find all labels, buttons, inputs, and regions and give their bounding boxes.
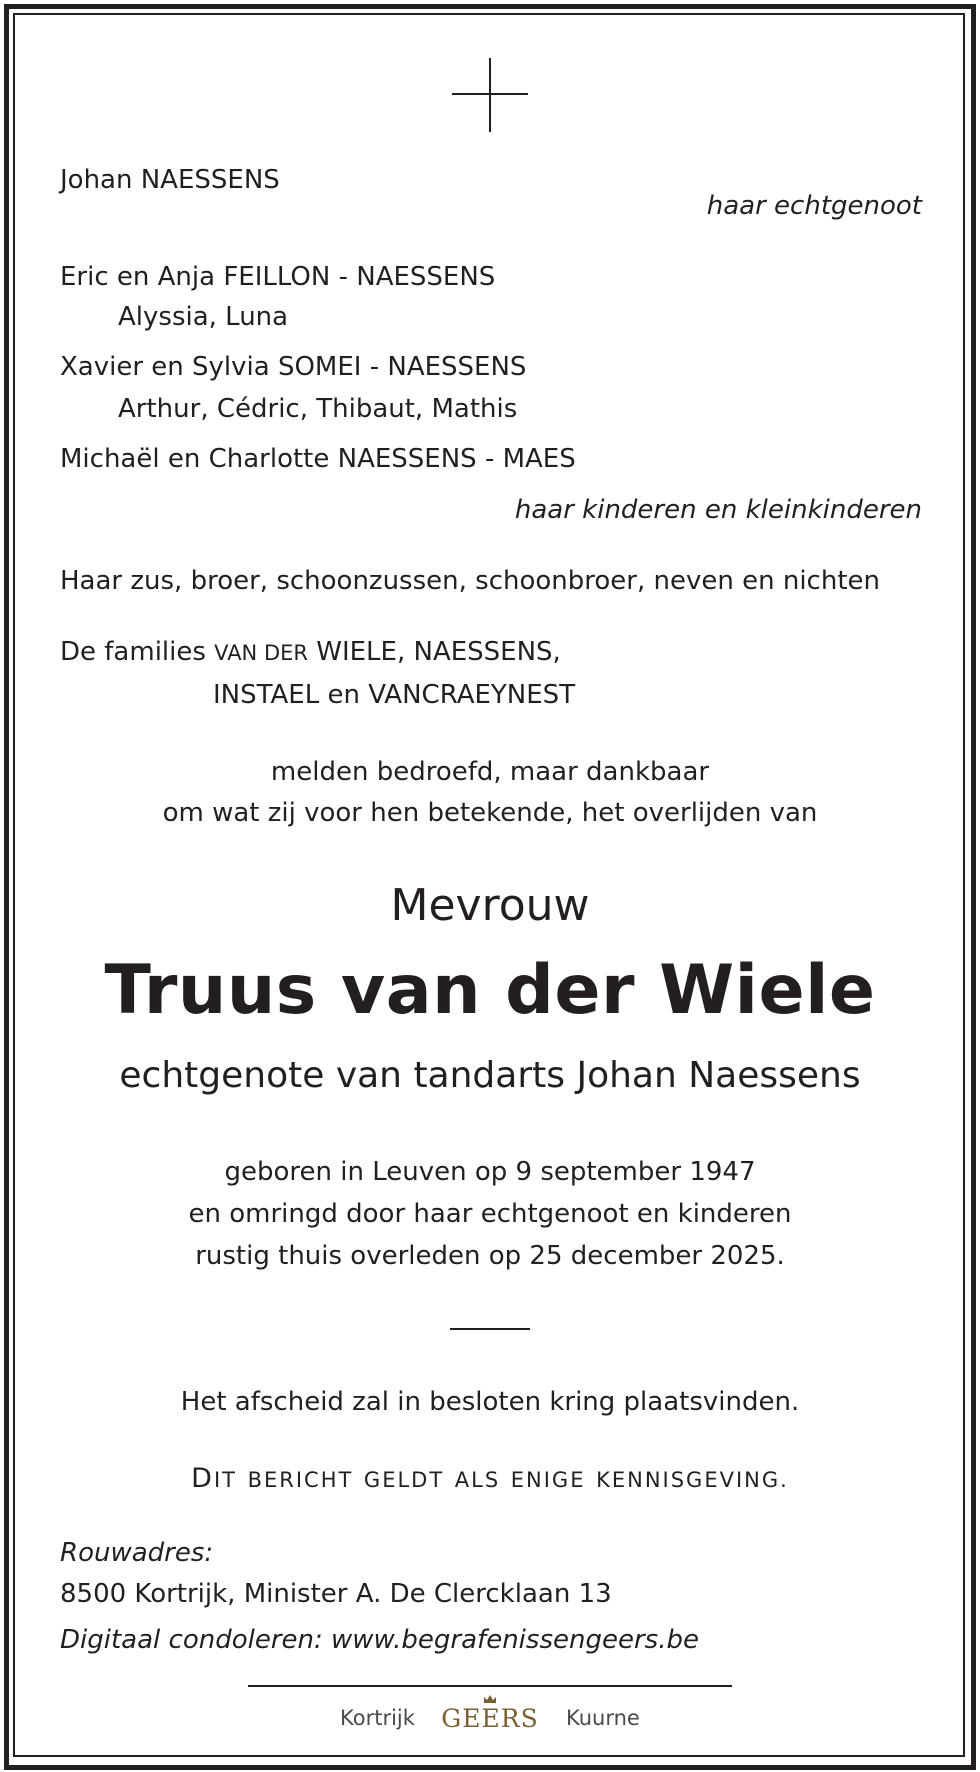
separator-dash xyxy=(450,1328,530,1330)
farewell-line: Het afscheid zal in besloten kring plaatsvinden. xyxy=(180,1387,800,1417)
spouse-role: haar echtgenoot xyxy=(706,191,922,221)
footer-city-left: Kortrijk xyxy=(340,1706,415,1730)
child-1: Eric en Anja FEILLON - NAESSENS xyxy=(60,262,496,292)
siblings-line: Haar zus, broer, schoonzussen, schoonbroer, neven en nichten xyxy=(60,566,880,596)
child-2: Xavier en Sylvia SOMEI - NAESSENS xyxy=(60,352,527,382)
death-line: rustig thuis overleden op 25 december 2025. xyxy=(195,1241,785,1271)
footer-rule xyxy=(248,1685,732,1687)
grandchildren-2: Arthur, Cédric, Thibaut, Mathis xyxy=(118,394,518,424)
children-role: haar kinderen en kleinkinderen xyxy=(514,495,922,525)
birth-line: geboren in Leuven op 9 september 1947 xyxy=(224,1157,756,1187)
spouse-name: Johan NAESSENS xyxy=(60,165,280,195)
condolence-line: Digitaal condoleren: www.begrafenissengeers.be xyxy=(60,1625,699,1655)
announcement-line-2: om wat zij voor hen betekende, het overlijden van xyxy=(162,798,818,828)
families-line-2: INSTAEL en VANCRAEYNEST xyxy=(213,680,576,710)
families-line-1: De families VAN DER WIELE, NAESSENS, xyxy=(60,637,561,667)
funeral-home-logo: GEERS xyxy=(440,1694,540,1734)
deceased-subtitle: echtgenote van tandarts Johan Naessens xyxy=(119,1055,861,1096)
footer-city-right: Kuurne xyxy=(566,1706,640,1730)
deceased-name: Truus van der Wiele xyxy=(104,951,876,1030)
address-label: Rouwadres: xyxy=(60,1538,214,1568)
circumstance-line: en omringd door haar echtgenoot en kinderen xyxy=(188,1199,792,1229)
notice-line: DIT BERICHT GELDT ALS ENIGE KENNISGEVING. xyxy=(191,1463,789,1494)
grandchildren-1: Alyssia, Luna xyxy=(118,302,289,332)
crown-icon xyxy=(483,1694,497,1704)
child-3: Michaël en Charlotte NAESSENS - MAES xyxy=(60,444,576,474)
announcement-line-1: melden bedroefd, maar dankbaar xyxy=(270,757,710,787)
address-line: 8500 Kortrijk, Minister A. De Clercklaan 13 xyxy=(60,1579,612,1609)
cross-icon xyxy=(452,58,528,132)
deceased-title: Mevrouw xyxy=(390,880,590,931)
